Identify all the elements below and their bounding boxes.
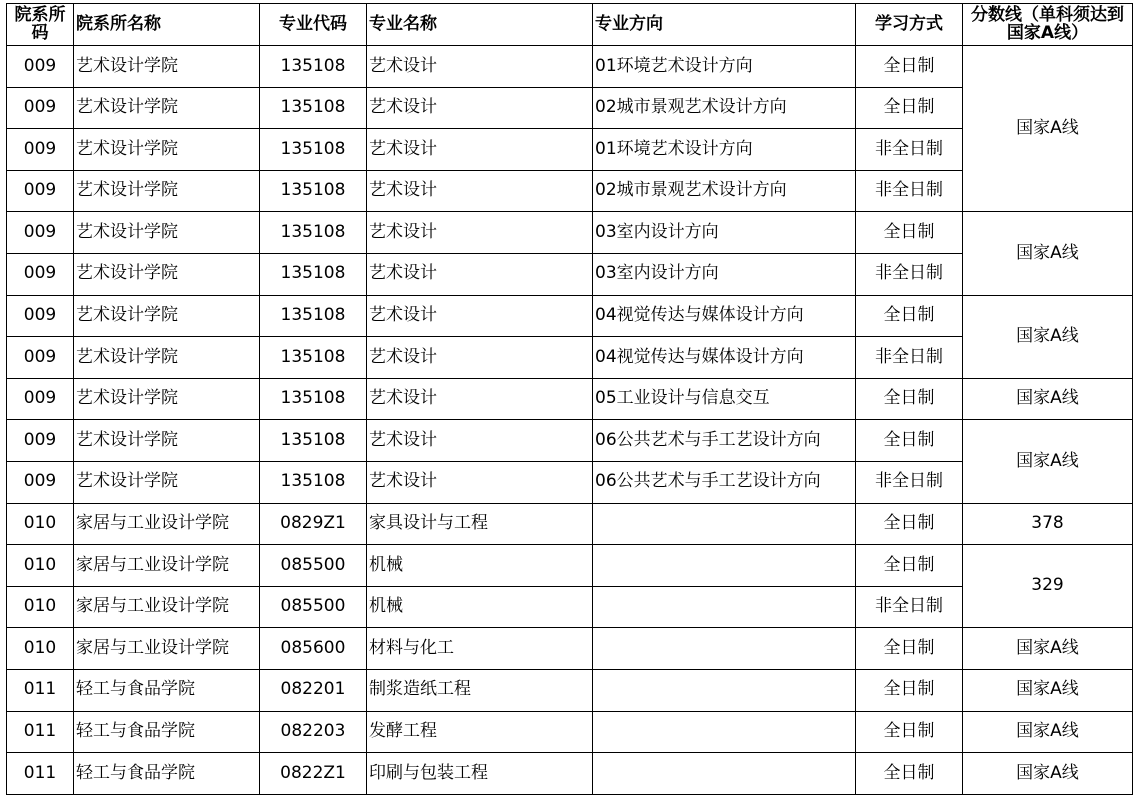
dept-name-cell: 艺术设计学院: [74, 378, 260, 420]
dept-name-cell: 艺术设计学院: [74, 212, 260, 254]
major-name-cell: 艺术设计: [367, 212, 593, 254]
dept-code-cell: 010: [7, 628, 74, 670]
dept-code-cell: 009: [7, 212, 74, 254]
direction-cell: 06公共艺术与手工艺设计方向: [593, 420, 856, 462]
major-code-cell: 135108: [260, 87, 367, 129]
major-code-cell: 135108: [260, 420, 367, 462]
major-name-cell: 发酵工程: [367, 711, 593, 753]
table-row: [7, 212, 1133, 254]
dept-code-cell: 009: [7, 295, 74, 337]
header-major-code: 专业代码: [260, 4, 367, 46]
major-code-cell: 135108: [260, 295, 367, 337]
major-name-cell: 艺术设计: [367, 129, 593, 171]
direction-cell: 05工业设计与信息交互: [593, 378, 856, 420]
table-row: [7, 295, 1133, 337]
dept-name-cell: 艺术设计学院: [74, 87, 260, 129]
major-name-cell: 材料与化工: [367, 628, 593, 670]
study-mode-cell: 非全日制: [856, 586, 963, 628]
dept-name-cell: 艺术设计学院: [74, 170, 260, 212]
header-major-name: 专业名称: [367, 4, 593, 46]
dept-name-cell: 艺术设计学院: [74, 461, 260, 503]
table-row: [7, 711, 1133, 753]
major-code-cell: 135108: [260, 461, 367, 503]
direction-cell: [593, 711, 856, 753]
table-row: [7, 378, 1133, 420]
major-code-cell: 135108: [260, 212, 367, 254]
study-mode-cell: 全日制: [856, 545, 963, 587]
dept-code-cell: 009: [7, 337, 74, 379]
direction-cell: 04视觉传达与媒体设计方向: [593, 337, 856, 379]
direction-cell: 02城市景观艺术设计方向: [593, 170, 856, 212]
major-name-cell: 艺术设计: [367, 461, 593, 503]
major-code-cell: 135108: [260, 170, 367, 212]
major-name-cell: 机械: [367, 586, 593, 628]
score-line-cell: 国家A线: [963, 378, 1133, 420]
major-name-cell: 制浆造纸工程: [367, 669, 593, 711]
table-row: [7, 503, 1133, 545]
dept-name-cell: 艺术设计学院: [74, 420, 260, 462]
header-dept-code: 院系所码: [7, 4, 74, 46]
score-line-cell: 329: [963, 545, 1133, 628]
study-mode-cell: 非全日制: [856, 129, 963, 171]
dept-code-cell: 009: [7, 87, 74, 129]
study-mode-cell: 全日制: [856, 87, 963, 129]
direction-cell: 04视觉传达与媒体设计方向: [593, 295, 856, 337]
major-name-cell: 艺术设计: [367, 46, 593, 88]
study-mode-cell: 全日制: [856, 46, 963, 88]
table-row: [7, 628, 1133, 670]
direction-cell: 01环境艺术设计方向: [593, 46, 856, 88]
major-code-cell: 135108: [260, 129, 367, 171]
study-mode-cell: 非全日制: [856, 170, 963, 212]
dept-code-cell: 011: [7, 669, 74, 711]
score-line-cell: 国家A线: [963, 212, 1133, 295]
major-name-cell: 家具设计与工程: [367, 503, 593, 545]
study-mode-cell: 全日制: [856, 503, 963, 545]
major-name-cell: 艺术设计: [367, 253, 593, 295]
score-line-cell: 国家A线: [963, 669, 1133, 711]
dept-code-cell: 010: [7, 586, 74, 628]
dept-code-cell: 011: [7, 753, 74, 795]
study-mode-cell: 全日制: [856, 669, 963, 711]
direction-cell: [593, 586, 856, 628]
study-mode-cell: 全日制: [856, 295, 963, 337]
header-dept-name: 院系所名称: [74, 4, 260, 46]
score-line-cell: 378: [963, 503, 1133, 545]
major-name-cell: 艺术设计: [367, 295, 593, 337]
study-mode-cell: 全日制: [856, 753, 963, 795]
major-code-cell: 085600: [260, 628, 367, 670]
major-code-cell: 135108: [260, 378, 367, 420]
dept-name-cell: 轻工与食品学院: [74, 711, 260, 753]
direction-cell: 02城市景观艺术设计方向: [593, 87, 856, 129]
major-name-cell: 印刷与包装工程: [367, 753, 593, 795]
score-line-cell: 国家A线: [963, 711, 1133, 753]
study-mode-cell: 非全日制: [856, 461, 963, 503]
dept-name-cell: 家居与工业设计学院: [74, 503, 260, 545]
major-name-cell: 机械: [367, 545, 593, 587]
direction-cell: [593, 753, 856, 795]
major-code-cell: 135108: [260, 337, 367, 379]
header-score-line: 分数线（单科须达到国家A线）: [963, 4, 1133, 46]
direction-cell: 03室内设计方向: [593, 212, 856, 254]
major-code-cell: 085500: [260, 586, 367, 628]
table-row: [7, 669, 1133, 711]
dept-code-cell: 009: [7, 170, 74, 212]
major-code-cell: 085500: [260, 545, 367, 587]
direction-cell: 03室内设计方向: [593, 253, 856, 295]
dept-code-cell: 009: [7, 420, 74, 462]
major-name-cell: 艺术设计: [367, 378, 593, 420]
header-study-mode: 学习方式: [856, 4, 963, 46]
dept-code-cell: 009: [7, 46, 74, 88]
study-mode-cell: 非全日制: [856, 337, 963, 379]
study-mode-cell: 全日制: [856, 420, 963, 462]
major-name-cell: 艺术设计: [367, 170, 593, 212]
score-line-cell: 国家A线: [963, 753, 1133, 795]
direction-cell: [593, 545, 856, 587]
dept-name-cell: 艺术设计学院: [74, 295, 260, 337]
dept-name-cell: 艺术设计学院: [74, 46, 260, 88]
table-header-row: [7, 4, 1133, 46]
dept-name-cell: 艺术设计学院: [74, 129, 260, 171]
dept-name-cell: 家居与工业设计学院: [74, 586, 260, 628]
score-line-cell: 国家A线: [963, 46, 1133, 212]
dept-code-cell: 009: [7, 461, 74, 503]
direction-cell: 06公共艺术与手工艺设计方向: [593, 461, 856, 503]
dept-code-cell: 009: [7, 253, 74, 295]
study-mode-cell: 全日制: [856, 628, 963, 670]
dept-name-cell: 艺术设计学院: [74, 337, 260, 379]
study-mode-cell: 全日制: [856, 711, 963, 753]
major-name-cell: 艺术设计: [367, 420, 593, 462]
score-line-cell: 国家A线: [963, 420, 1133, 503]
major-code-cell: 082201: [260, 669, 367, 711]
major-code-cell: 082203: [260, 711, 367, 753]
dept-code-cell: 010: [7, 545, 74, 587]
study-mode-cell: 非全日制: [856, 253, 963, 295]
table-row: [7, 753, 1133, 795]
direction-cell: 01环境艺术设计方向: [593, 129, 856, 171]
study-mode-cell: 全日制: [856, 378, 963, 420]
table-body: [7, 46, 1133, 795]
dept-code-cell: 009: [7, 129, 74, 171]
direction-cell: [593, 503, 856, 545]
admission-score-table: [6, 3, 1133, 795]
direction-cell: [593, 669, 856, 711]
dept-code-cell: 011: [7, 711, 74, 753]
score-line-cell: 国家A线: [963, 295, 1133, 378]
major-name-cell: 艺术设计: [367, 337, 593, 379]
major-code-cell: 135108: [260, 253, 367, 295]
major-code-cell: 0822Z1: [260, 753, 367, 795]
study-mode-cell: 全日制: [856, 212, 963, 254]
score-line-cell: 国家A线: [963, 628, 1133, 670]
table-row: [7, 46, 1133, 88]
dept-name-cell: 家居与工业设计学院: [74, 628, 260, 670]
dept-name-cell: 轻工与食品学院: [74, 669, 260, 711]
major-code-cell: 135108: [260, 46, 367, 88]
dept-name-cell: 艺术设计学院: [74, 253, 260, 295]
major-code-cell: 0829Z1: [260, 503, 367, 545]
dept-name-cell: 轻工与食品学院: [74, 753, 260, 795]
major-name-cell: 艺术设计: [367, 87, 593, 129]
direction-cell: [593, 628, 856, 670]
table-row: [7, 420, 1133, 462]
table-row: [7, 545, 1133, 587]
header-direction: 专业方向: [593, 4, 856, 46]
dept-code-cell: 009: [7, 378, 74, 420]
dept-code-cell: 010: [7, 503, 74, 545]
dept-name-cell: 家居与工业设计学院: [74, 545, 260, 587]
